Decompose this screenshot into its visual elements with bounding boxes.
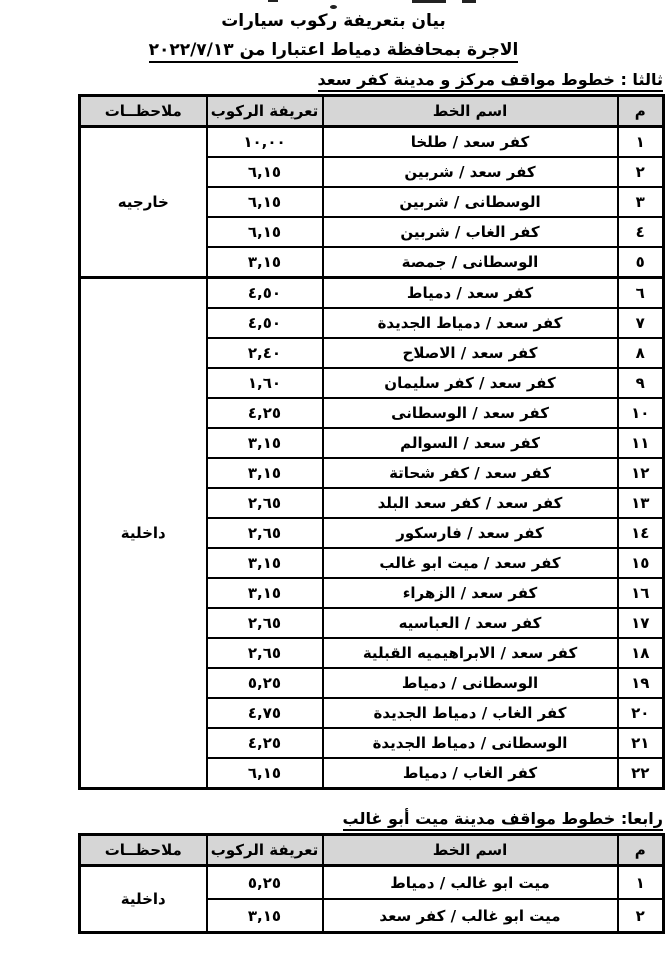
document-subtitle-text: الاجرة بمحافظة دمياط اعتبارا من ٢٠٢٢/٧/١٣ xyxy=(149,40,519,63)
line-name: كفر سعد / فارسكور xyxy=(323,518,618,548)
row-serial: ١٢ xyxy=(618,458,664,488)
fare-value: ٢,٤٠ xyxy=(207,338,323,368)
row-serial: ١٣ xyxy=(618,488,664,518)
line-name: كفر سعد / شربين xyxy=(323,157,618,187)
line-name: ميت ابو غالب / دمياط xyxy=(323,866,618,900)
row-serial: ٦ xyxy=(618,278,664,309)
fare-value: ٥,٢٥ xyxy=(207,668,323,698)
line-name: ميت ابو غالب / كفر سعد xyxy=(323,899,618,933)
fare-value: ٣,١٥ xyxy=(207,247,323,278)
section3-heading xyxy=(80,68,665,92)
section4-title: رابعا: خطوط مواقف مدينة ميت أبو غالب xyxy=(343,809,663,831)
fare-value: ٤,٥٠ xyxy=(207,308,323,338)
column-header-fare: تعريفة الركوب xyxy=(207,96,323,127)
line-name: كفر الغاب / دمياط xyxy=(323,758,618,789)
cropped-text-fragment xyxy=(0,0,667,10)
row-serial: ٤ xyxy=(618,217,664,247)
section4-heading xyxy=(62,807,665,831)
fare-value: ٥,٢٥ xyxy=(207,866,323,900)
row-serial: ١٨ xyxy=(618,638,664,668)
fare-value: ٦,١٥ xyxy=(207,157,323,187)
fare-value: ١,٦٠ xyxy=(207,368,323,398)
line-name: كفر سعد / ميت ابو غالب xyxy=(323,548,618,578)
line-name: كفر الغاب / شربين xyxy=(323,217,618,247)
fare-value: ٤,٢٥ xyxy=(207,728,323,758)
table-row xyxy=(80,127,664,158)
line-name: الوسطانى / دمياط الجديدة xyxy=(323,728,618,758)
line-name: كفر سعد / الوسطانى xyxy=(323,398,618,428)
fare-value: ٤,٢٥ xyxy=(207,398,323,428)
fare-value: ٣,١٥ xyxy=(207,578,323,608)
line-name: الوسطانى / شربين xyxy=(323,187,618,217)
document-content xyxy=(62,68,665,934)
row-serial: ٢٢ xyxy=(618,758,664,789)
row-serial: ١١ xyxy=(618,428,664,458)
table-header-row xyxy=(80,835,664,866)
row-serial: ١٠ xyxy=(618,398,664,428)
fare-value: ٣,١٥ xyxy=(207,548,323,578)
column-header-fare: تعريفة الركوب xyxy=(207,835,323,866)
fare-table-mit-abu-ghalib xyxy=(78,833,665,934)
column-header-serial: م xyxy=(618,835,664,866)
notes-group-label: داخلية xyxy=(80,278,207,789)
fare-value: ١٠,٠٠ xyxy=(207,127,323,158)
line-name: كفر سعد / طلخا xyxy=(323,127,618,158)
line-name: كفر سعد / العباسيه xyxy=(323,608,618,638)
fare-value: ٣,١٥ xyxy=(207,428,323,458)
column-header-notes: ملاحظــات xyxy=(80,96,207,127)
line-name: كفر الغاب / دمياط الجديدة xyxy=(323,698,618,728)
line-name: كفر سعد / كفر سليمان xyxy=(323,368,618,398)
row-serial: ٢ xyxy=(618,157,664,187)
fare-table-kafr-saad xyxy=(78,94,665,790)
fare-value: ٦,١٥ xyxy=(207,217,323,247)
line-name: كفر سعد / دمياط xyxy=(323,278,618,309)
line-name: كفر سعد / دمياط الجديدة xyxy=(323,308,618,338)
document-title: بيان بتعريفة ركوب سيارات xyxy=(221,11,446,31)
column-header-line-name: اسم الخط xyxy=(323,96,618,127)
notes-group-label: خارجيه xyxy=(80,127,207,278)
fare-value: ٣,١٥ xyxy=(207,899,323,933)
fare-value: ٢,٦٥ xyxy=(207,638,323,668)
document-subtitle xyxy=(0,38,667,62)
column-header-serial: م xyxy=(618,96,664,127)
row-serial: ٨ xyxy=(618,338,664,368)
row-serial: ١ xyxy=(618,127,664,158)
line-name: كفر سعد / السوالم xyxy=(323,428,618,458)
row-serial: ٣ xyxy=(618,187,664,217)
notes-group-label: داخلية xyxy=(80,866,207,933)
row-serial: ١٤ xyxy=(618,518,664,548)
line-name: كفر سعد / كفر سعد البلد xyxy=(323,488,618,518)
fare-value: ٢,٦٥ xyxy=(207,488,323,518)
row-serial: ٢ xyxy=(618,899,664,933)
column-header-line-name: اسم الخط xyxy=(323,835,618,866)
row-serial: ٥ xyxy=(618,247,664,278)
fare-value: ٦,١٥ xyxy=(207,758,323,789)
fare-value: ٣,١٥ xyxy=(207,458,323,488)
row-serial: ٩ xyxy=(618,368,664,398)
row-serial: ٢٠ xyxy=(618,698,664,728)
fare-value: ٢,٦٥ xyxy=(207,518,323,548)
line-name: كفر سعد / الابراهيميه القبلية xyxy=(323,638,618,668)
line-name: الوسطانى / جمصة xyxy=(323,247,618,278)
row-serial: ١٧ xyxy=(618,608,664,638)
line-name: كفر سعد / الزهراء xyxy=(323,578,618,608)
row-serial: ٢١ xyxy=(618,728,664,758)
fare-value: ٦,١٥ xyxy=(207,187,323,217)
section3-title: ثالثا : خطوط مواقف مركز و مدينة كفر سعد xyxy=(318,70,663,92)
fare-value: ٤,٧٥ xyxy=(207,698,323,728)
table-header-row xyxy=(80,96,664,127)
column-header-notes: ملاحظــات xyxy=(80,835,207,866)
fare-value: ٢,٦٥ xyxy=(207,608,323,638)
row-serial: ١٥ xyxy=(618,548,664,578)
row-serial: ١ xyxy=(618,866,664,900)
line-name: كفر سعد / كفر شحاتة xyxy=(323,458,618,488)
row-serial: ١٩ xyxy=(618,668,664,698)
row-serial: ٧ xyxy=(618,308,664,338)
table-row xyxy=(80,866,664,900)
line-name: كفر سعد / الاصلاح xyxy=(323,338,618,368)
table-row xyxy=(80,278,664,309)
line-name: الوسطانى / دمياط xyxy=(323,668,618,698)
row-serial: ١٦ xyxy=(618,578,664,608)
fare-value: ٤,٥٠ xyxy=(207,278,323,309)
